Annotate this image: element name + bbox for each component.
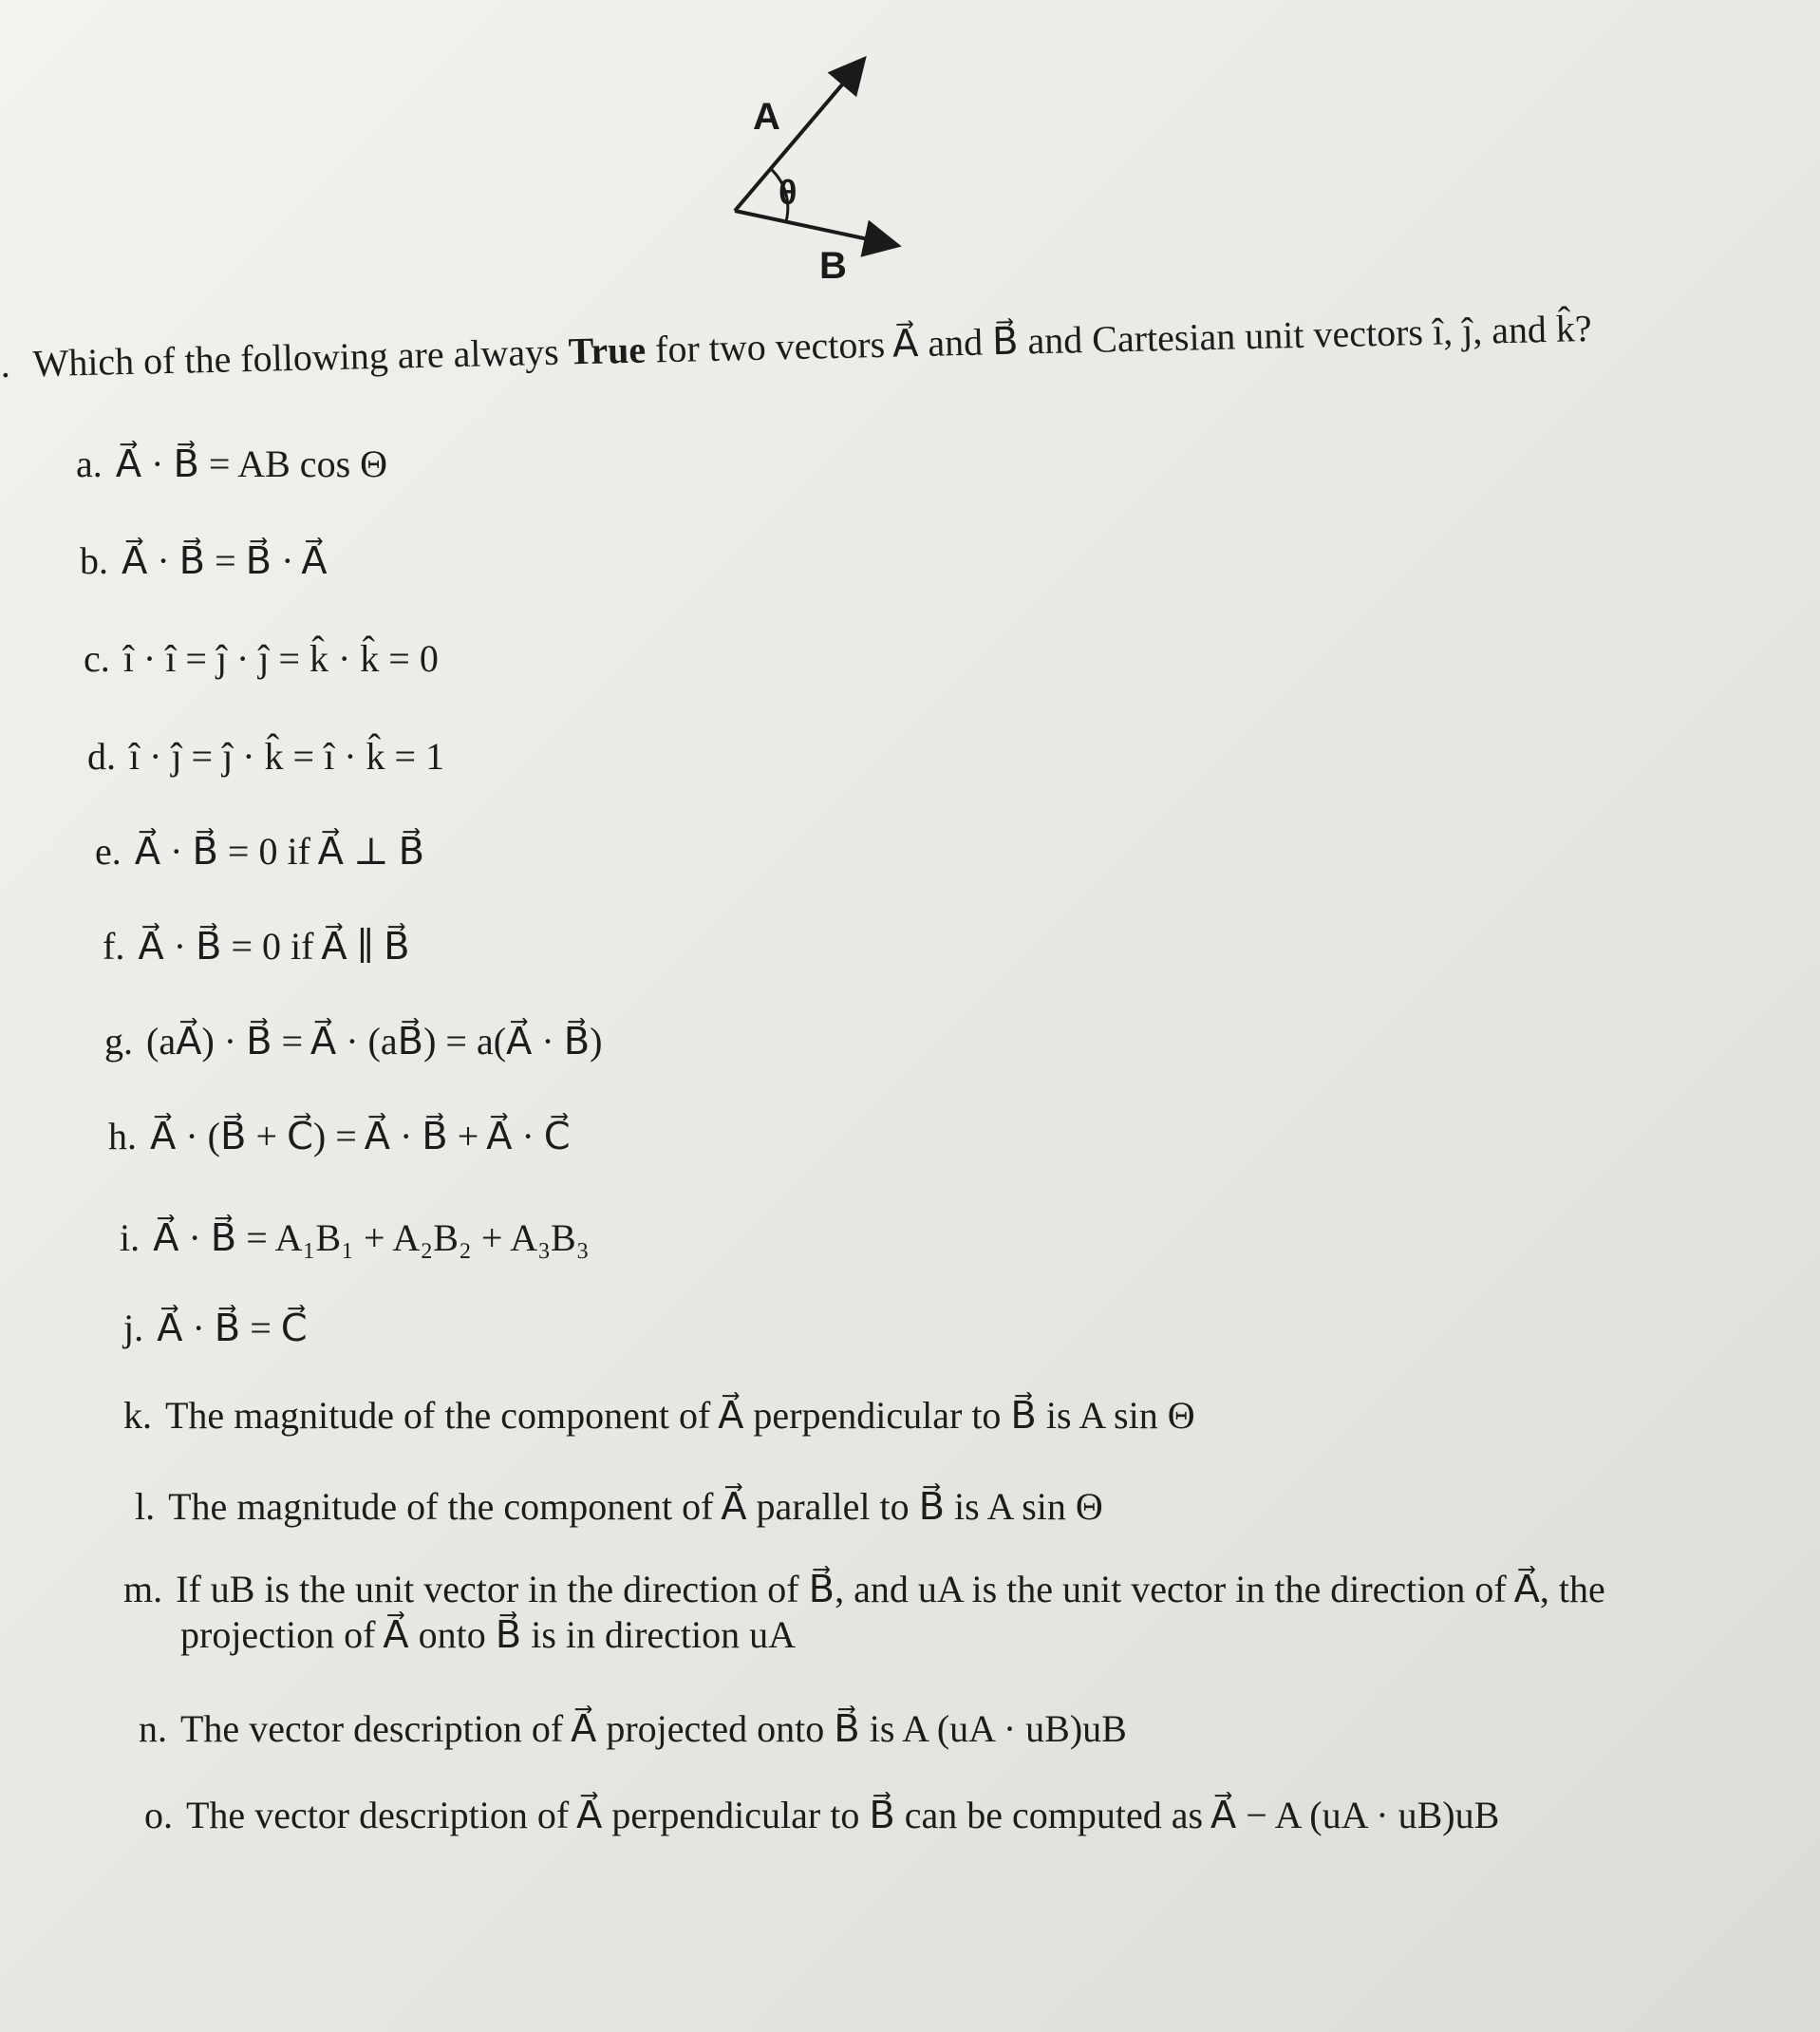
item-letter: l.: [135, 1485, 156, 1528]
item-letter: a.: [76, 442, 103, 485]
item-expression: A⃗ · B⃗ = 0 if A⃗ ∥ B⃗: [138, 925, 410, 968]
list-item-l: [135, 1484, 1103, 1530]
item-expression: A⃗ · B⃗ = B⃗ · A⃗: [122, 539, 328, 582]
item-letter: b.: [80, 539, 108, 582]
vector-b-label: B: [819, 245, 847, 287]
item-letter: m.: [123, 1568, 163, 1610]
vector-a-label: A: [753, 96, 780, 138]
question-number-dot: .: [0, 342, 11, 386]
item-letter: n.: [139, 1707, 167, 1750]
list-item-f: [103, 924, 410, 969]
list-item-e: [95, 829, 424, 875]
list-item-n: [139, 1706, 1127, 1752]
item-expression: î · î = ĵ · ĵ = k̂ · k̂ = 0: [122, 637, 439, 680]
item-letter: j.: [123, 1307, 144, 1349]
list-item-g: [104, 1019, 602, 1064]
list-item-b: [80, 538, 328, 584]
list-item-o: [144, 1793, 1499, 1838]
list-item-a: [76, 442, 387, 487]
item-expression: (aA⃗) · B⃗ = A⃗ · (aB⃗) = a(A⃗ · B⃗): [146, 1020, 603, 1063]
question-prompt: [0, 301, 1786, 387]
item-letter: c.: [84, 637, 110, 680]
question-text-after: for two vectors A⃗ and B⃗ and Cartesian unit vectors î, ĵ, and k̂?: [645, 306, 1593, 371]
item-letter: i.: [120, 1216, 141, 1259]
vector-diagram: [722, 47, 949, 294]
item-expression: The vector description of A⃗ projected onto B⃗ is A (uA · uB)uB: [180, 1707, 1127, 1750]
item-letter: e.: [95, 830, 122, 873]
item-expression: î · ĵ = ĵ · k̂ = î · k̂ = 1: [129, 735, 445, 778]
vector-a-arrow: [735, 65, 859, 211]
item-letter: d.: [87, 735, 116, 778]
item-letter: k.: [123, 1394, 152, 1437]
item-expression-continued: projection of A⃗ onto B⃗ is in direction uA: [180, 1613, 797, 1656]
list-item-d: [87, 734, 444, 780]
question-emphasis: True: [568, 328, 647, 373]
item-expression: A⃗ · B⃗ = AB cos Θ: [115, 442, 388, 485]
angle-theta-label: θ: [779, 173, 797, 212]
list-item-h: [108, 1114, 571, 1159]
item-letter: f.: [103, 925, 125, 968]
list-item-j: [123, 1306, 308, 1351]
item-letter: h.: [108, 1115, 137, 1157]
vector-b-arrow: [735, 211, 891, 244]
item-expression: The vector description of A⃗ perpendicular to B⃗ can be computed as A⃗ − A (uA · uB)uB: [186, 1794, 1500, 1836]
list-item-m: [123, 1567, 1737, 1658]
item-expression: A⃗ · B⃗ = A₁B₁ + A₂B₂ + A₃B₃: [153, 1216, 590, 1259]
item-expression: If uB is the unit vector in the direction of B⃗, and uA is the unit vector in the direction of A⃗, the: [176, 1568, 1605, 1610]
item-expression: A⃗ · (B⃗ + C⃗) = A⃗ · B⃗ + A⃗ · C⃗: [150, 1115, 571, 1157]
list-item-c: [84, 636, 439, 682]
list-item-k: [123, 1393, 1195, 1439]
item-expression: The magnitude of the component of A⃗ perpendicular to B⃗ is A sin Θ: [165, 1394, 1195, 1437]
item-expression: A⃗ · B⃗ = 0 if A⃗ ⊥ B⃗: [134, 830, 425, 873]
item-letter: g.: [104, 1020, 133, 1063]
item-expression: The magnitude of the component of A⃗ parallel to B⃗ is A sin Θ: [168, 1485, 1103, 1528]
list-item-i: [120, 1215, 590, 1261]
item-expression: A⃗ · B⃗ = C⃗: [157, 1307, 308, 1349]
question-text-before: Which of the following are always: [32, 329, 570, 386]
item-letter: o.: [144, 1794, 173, 1836]
